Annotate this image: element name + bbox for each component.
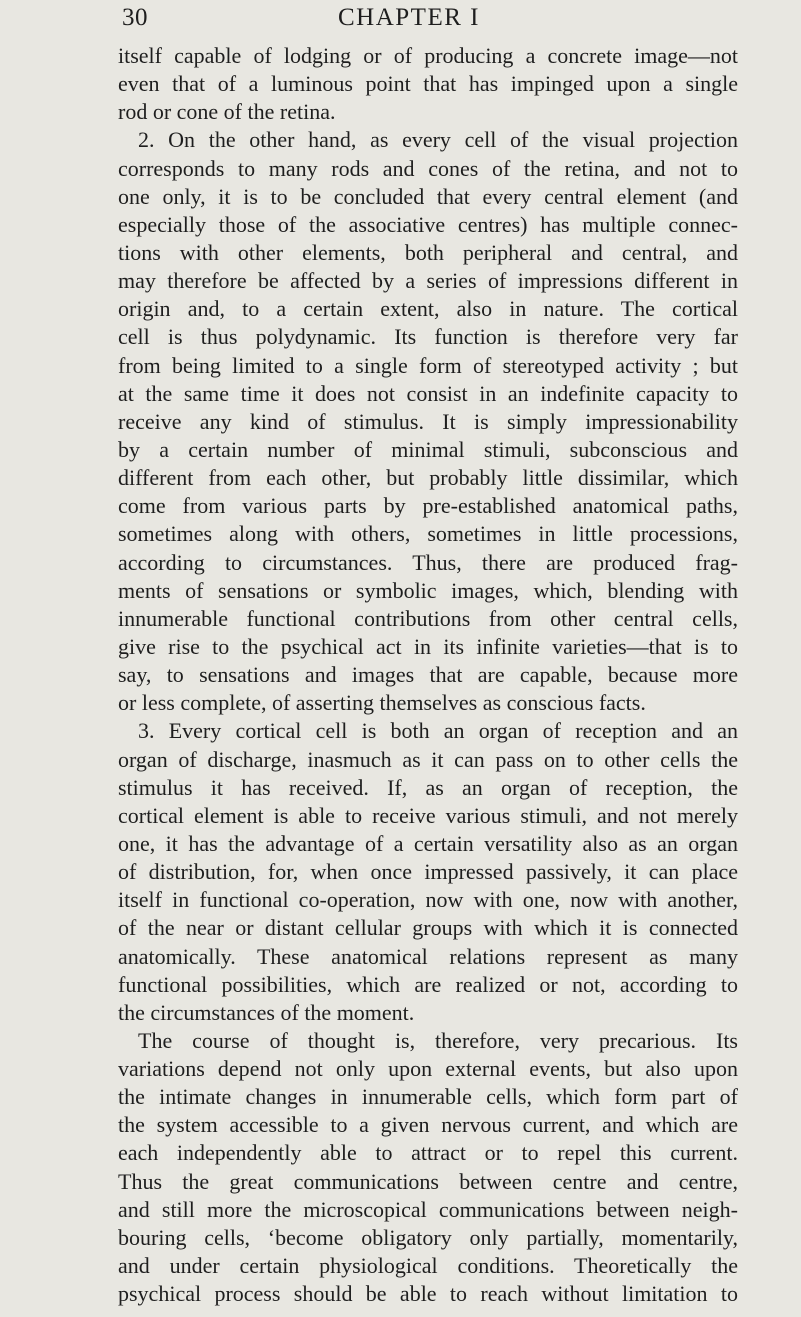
text-line: of the near or distant cellular groups with which it is connected — [118, 915, 738, 941]
text-line: or less complete, of asserting themselves as conscious facts. — [118, 690, 646, 716]
text-line: innumerable functional contributions from other central cells, — [118, 605, 738, 631]
page-number: 30 — [122, 4, 148, 31]
text-line: give rise to the psychical act in its infinite varieties—that is to — [118, 633, 738, 659]
text-line: origin and, to a certain extent, also in nature. The cortical — [118, 296, 738, 322]
text-line: of distribution, for, when once impressed passively, it can place — [118, 859, 738, 885]
text-line: and under certain physiological conditions. Theoretically the — [118, 1253, 738, 1279]
text-line: 2. On the other hand, as every cell of the visual projection — [138, 127, 738, 153]
text-line: even that of a luminous point that has impinged upon a single — [118, 71, 738, 97]
text-line: psychical process should be able to reach without limitation to — [118, 1281, 738, 1307]
text-line: cortical element is able to receive various stimuli, and not merely — [118, 802, 738, 828]
text-line: bouring cells, ‘become obligatory only partially, momentarily, — [118, 1224, 738, 1250]
text-line: 3. Every cortical cell is both an organ of reception and an — [138, 718, 738, 744]
text-line: itself in functional co-operation, now with one, now with another, — [118, 887, 738, 913]
body-text — [118, 42, 738, 1308]
running-head: CHAPTER I — [338, 4, 480, 31]
text-line: and still more the microscopical communications between neigh- — [118, 1196, 738, 1222]
text-line: ments of sensations or symbolic images, which, blending with — [118, 577, 738, 603]
text-line: by a certain number of minimal stimuli, subconscious and — [118, 436, 738, 462]
text-line: at the same time it does not consist in an indefinite capacity to — [118, 380, 738, 406]
text-line: corresponds to many rods and cones of the retina, and not to — [118, 155, 738, 181]
text-line: one only, it is to be concluded that every central element (and — [118, 183, 738, 209]
text-line: come from various parts by pre-established anatomical paths, — [118, 493, 738, 519]
text-line: rod or cone of the retina. — [118, 99, 336, 125]
text-line: stimulus it has received. If, as an organ of reception, the — [118, 774, 738, 800]
text-line: The course of thought is, therefore, very precarious. Its — [138, 1027, 738, 1053]
text-line: itself capable of lodging or of producing a concrete image—not — [118, 43, 738, 68]
text-line: the system accessible to a given nervous current, and which are — [118, 1112, 738, 1138]
text-line: the intimate changes in innumerable cells, which form part of — [118, 1084, 738, 1110]
text-line: Thus the great communications between centre and centre, — [118, 1168, 738, 1194]
text-line: sometimes along with others, sometimes in little processions, — [118, 521, 738, 547]
text-line: receive any kind of stimulus. It is simply impressionability — [118, 408, 738, 434]
text-line: different from each other, but probably little dissimilar, which — [118, 465, 738, 491]
text-line: one, it has the advantage of a certain versatility also as an organ — [118, 830, 738, 856]
text-line: may therefore be affected by a series of impressions different in — [118, 268, 738, 294]
text-line: functional possibilities, which are realized or not, according to — [118, 971, 738, 997]
text-line: tions with other elements, both peripheral and central, and — [118, 239, 738, 265]
text-line: anatomically. These anatomical relations represent as many — [118, 943, 738, 969]
text-line: from being limited to a single form of stereotyped activity ; but — [118, 352, 738, 378]
page-header — [0, 4, 801, 44]
text-line: cell is thus polydynamic. Its function is therefore very far — [118, 324, 738, 350]
text-line: say, to sensations and images that are capable, because more — [118, 662, 738, 688]
text-line: organ of discharge, inasmuch as it can pass on to other cells the — [118, 746, 738, 772]
text-line: each independently able to attract or to repel this current. — [118, 1140, 738, 1166]
text-line: especially those of the associative centres) has multiple connec- — [118, 211, 738, 237]
text-line: variations depend not only upon external events, but also upon — [118, 1056, 738, 1082]
text-line: the circumstances of the moment. — [118, 999, 415, 1025]
text-line: according to circumstances. Thus, there are produced frag- — [118, 549, 738, 575]
